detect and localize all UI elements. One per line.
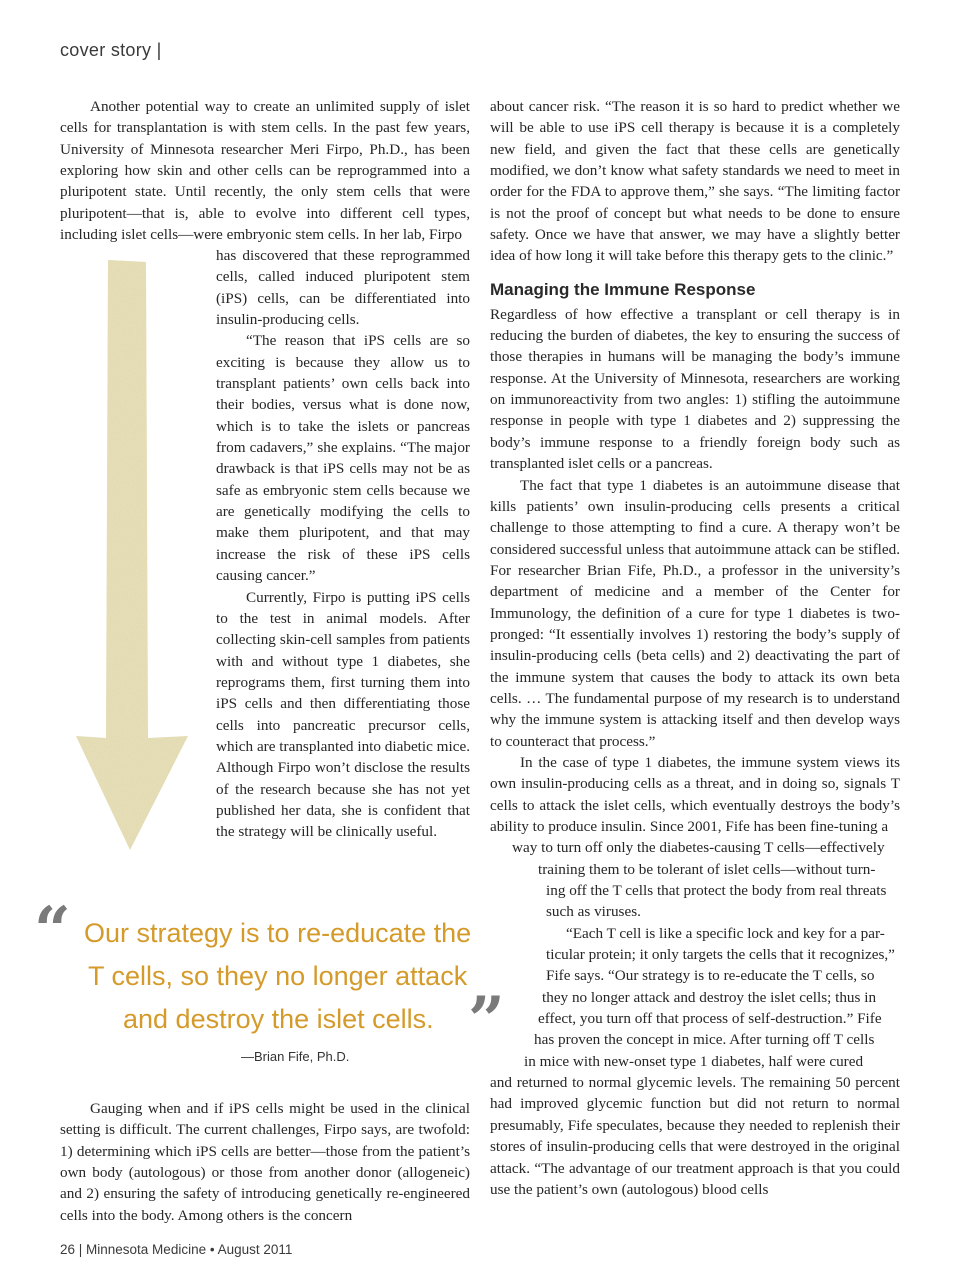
body-line: such as viruses. [546,903,641,921]
pull-quote-line: and destroy the islet cells. [123,1004,434,1034]
body-paragraph: has discovered that these reprogrammed cells, called induced pluripotent stem (iPS) cells, can be differentiated into insulin-producing cells. [216,247,470,329]
body-line: way to turn off only the diabetes-causing T cells—effectively [512,839,885,857]
body-line: Fife says. “Our strategy is to re-educate the T cells, so [546,967,875,985]
body-paragraph: Currently, Firpo is putting iPS cells to the test in animal models. After collecting skin-cell samples from patients with and without type 1 diabetes, she reprograms them, first turning them into iPS cells and then differentiating those cells into pancreatic precursor cells, which are transplanted into diabetic mice. Although Firpo won’t disclose the results of the research because she has not yet published her data, she is confident that the strategy will be clinically useful. [216,588,470,841]
body-paragraph: “The reason that iPS cells are so exciting is because they allow us to transplant patients’ own cells back into their bodies, versus what is done now, which is to take the islets or pancreas from cadavers,” she explains. “The major drawback is that iPS cells may not be as safe as embryonic stem cells because we are genetically modifying the cells to make them pluripotent, and that may increase the risk of these iPS cells causing cancer.” [216,332,470,585]
close-quote-icon: ” [468,983,505,1058]
down-arrow-icon [70,258,200,858]
body-line: ticular protein; it only targets the cells that it recognizes,” [546,946,895,964]
body-paragraph: In the case of type 1 diabetes, the immune system views its own insulin-producing cells as a threat, and in doing so, signals T cells to attack the islet cells, which eventually destroys the body’s ability to produce insulin. Since 2001, Fife has been fine-tuning a [490,753,900,835]
open-quote-icon: “ [34,893,71,968]
pull-quote-line: Our strategy is to re-educate the [84,918,472,948]
body-line: they no longer attack and destroy the islet cells; thus in [542,988,877,1006]
body-line: in mice with new-onset type 1 diabetes, half were cured [524,1052,864,1070]
body-line: has proven the concept in mice. After turning off T cells [534,1031,875,1049]
left-column-bottom [60,1098,470,1226]
body-paragraph: Another potential way to create an unlimited supply of islet cells for transplantation is with stem cells. In the past few years, University of Minnesota researcher Meri Firpo, Ph.D., has been exploring how skin and other cells can be reprogrammed into a pluripotent state. Until recently, the only stem cells that were pluripotent—that is, able to evolve into different cell types, including islet cells—were embryonic stem cells. In her lab, Firpo [60,98,470,244]
body-paragraph: about cancer risk. “The reason it is so hard to predict whether we will be able to use iPS cell therapy is because it is a completely new field, and given the fact that these cells are genetically modified, we don’t know what safety standards we need to meet in order for the FDA to approve them,” she says. “The limiting factor is not the proof of concept but what needs to be done to ensure safety. Once we have that answer, we may have a slightly better idea of how long it will take before this therapy gets to the clinic.” [490,98,900,265]
body-line: ing off the T cells that protect the body from real threats [546,882,887,900]
pull-quote-attribution: —Brian Fife, Ph.D. [241,1049,350,1064]
body-line: effect, you turn off that process of self-destruction.” Fife [538,1010,882,1028]
left-column-wrapped [216,245,470,843]
right-column [490,96,900,1200]
section-label: cover story | [60,40,162,60]
pull-quote-line: T cells, so they no longer attack [88,961,468,991]
page-footer: 26 | Minnesota Medicine • August 2011 [60,1242,293,1257]
body-line: training them to be tolerant of islet cells—without turn- [538,860,876,878]
body-line: “Each T cell is like a specific lock and key for a par- [566,924,885,942]
body-paragraph: Regardless of how effective a transplant or cell therapy is in reducing the burden of diabetes, the key to ensuring the success of those therapies in humans will be managing the body’s immune response. At the University of Minnesota, researchers are working on immunoreactivity from two angles: 1) stifling the autoimmune response in people with type 1 diabetes and 2) suppressing the body’s immune response to a friendly foreign body such as transplanted islet cells or a pancreas. [490,305,900,473]
body-paragraph: Gauging when and if iPS cells might be used in the clinical setting is difficult. The current challenges, Firpo says, are twofold: 1) determining which iPS cells are better—those from the patient’s own body (autologous) or those from another donor (allogeneic) and 2) ensuring the safety of introducing genetically re-engineered cells into the body. Among others is the concern [60,1100,470,1224]
section-heading: Managing the Immune Response [490,279,756,299]
body-paragraph: The fact that type 1 diabetes is an autoimmune disease that kills patients’ own insulin-producing cells presents a critical challenge to those attempting to find a cure. A therapy won’t be considered successful unless that autoimmune attack can be stifled. For researcher Brian Fife, Ph.D., a professor in the university’s department of medicine and a member of the Center for Immunology, the definition of a cure for type 1 diabetes is two-pronged: “It essentially involves 1) restoring the body’s supply of insulin-producing cells (beta cells) and 2) deactivating the part of the immune system that causes the body to attack its own beta cells. … The fundamental purpose of my research is to understand why the immune system is attacking itself and then develop ways to counteract that process.” [490,476,900,750]
body-paragraph: and returned to normal glycemic levels. The remaining 50 percent had improved glycemic function but did not return to normal presumably, Fife speculates, because they needed to replenish their stores of insulin-producing cells that were destroyed in the original attack. “The advantage of our treatment approach is that you could use the patient’s own (autologous) blood cells [490,1074,900,1198]
left-column-intro [60,96,470,245]
